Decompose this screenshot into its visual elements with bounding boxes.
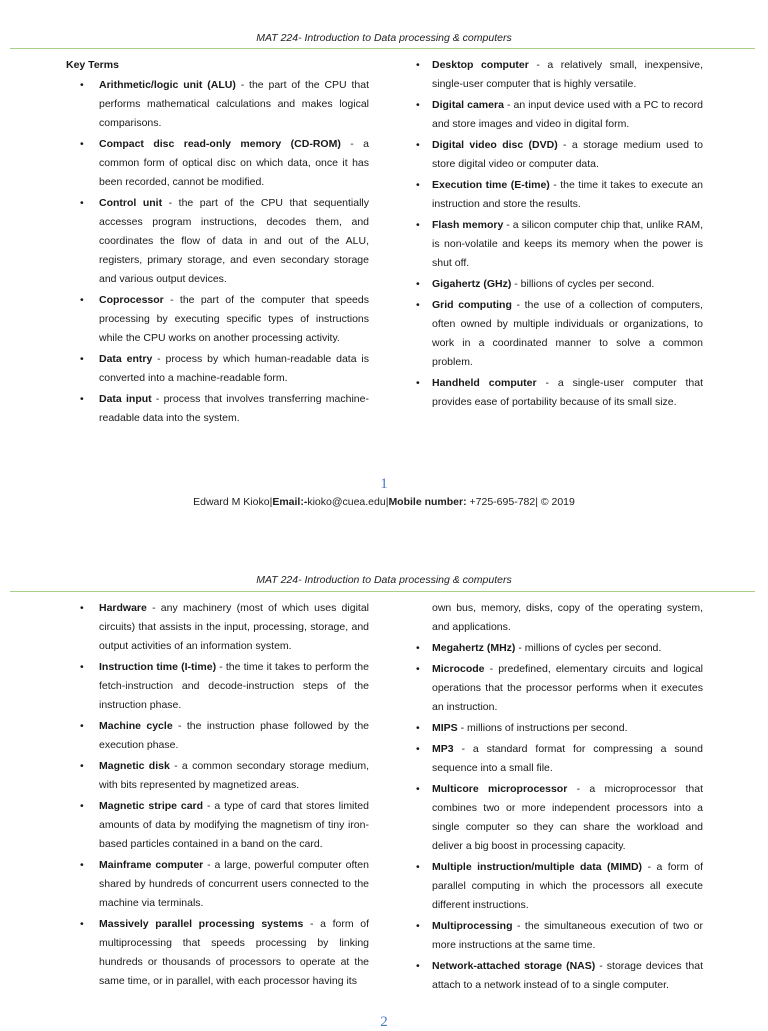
term-name: Magnetic stripe card [99,800,204,812]
page1-right-column [416,56,703,414]
term-item [66,291,369,348]
term-name: Data entry [99,353,153,365]
term-name: Flash memory [432,219,504,231]
term-definition: - the use of a collection of computers, often owned by multiple individuals or organizations, to work in a coordinated manner to solve a common problem. [432,299,703,368]
term-definition: - process that involves transferring machine-readable data into the system. [99,393,369,424]
term-definition: - an input device used with a PC to record and store images and video in digital form. [432,99,703,130]
term-name: Arithmetic/logic unit (ALU) [99,79,236,91]
bullet-icon: • [416,278,420,290]
term-item [66,717,369,755]
term-item [416,660,703,717]
term-name: Compact disc read-only memory (CD-ROM) [99,138,341,150]
term-item [66,915,369,991]
term-item [416,176,703,214]
term-item [66,135,369,192]
term-name: Digital video disc (DVD) [432,139,558,151]
term-name: Handheld computer [432,377,537,389]
footer-email-label: Email:- [272,496,308,508]
bullet-icon: • [80,800,84,812]
term-name: Megahertz (MHz) [432,642,516,654]
term-name: Multicore microprocessor [432,783,568,795]
term-item [416,719,703,738]
bullet-icon: • [80,918,84,930]
term-definition: - millions of cycles per second. [515,642,662,654]
term-definition: - the time it takes to execute an instruction and store the results. [432,179,703,210]
term-item [416,780,703,856]
term-definition: - the part of the computer that speeds processing by executing specific types of instructions while the CPU works on another processing activity. [99,294,369,344]
bullet-icon: • [80,859,84,871]
term-definition: - a large, powerful computer often shared by hundreds of concurrent users connected to the machine via terminals. [99,859,369,909]
term-definition: - storage devices that attach to a network instead of to a single computer. [432,960,703,991]
bullet-icon: • [80,353,84,365]
term-definition: - a common form of optical disc on which data, once it has been recorded, cannot be modified. [99,138,369,188]
page1-left-column [66,56,369,430]
running-header: MAT 224- Introduction to Data processing & computers [256,574,512,586]
term-definition: - billions of cycles per second. [511,278,655,290]
term-item [416,957,703,995]
term-item [416,639,703,658]
term-definition: - the part of the CPU that performs mathematical calculations and makes logical comparisons. [99,79,369,129]
bullet-icon: • [416,219,420,231]
term-name: Mainframe computer [99,859,204,871]
page-number: 2 [380,1014,388,1030]
term-name: Magnetic disk [99,760,170,772]
bullet-icon: • [80,197,84,209]
term-item [416,136,703,174]
term-definition: - the instruction phase followed by the execution phase. [99,720,370,751]
header-rule [10,48,755,49]
term-continuation: own bus, memory, disks, copy of the operating system, and applications. [432,602,703,633]
term-name: Multiple instruction/multiple data (MIMD) [432,861,643,873]
section-title: Key Terms [66,59,119,71]
term-list [66,76,369,428]
term-item [416,56,703,94]
term-item [416,275,703,294]
bullet-icon: • [80,79,84,91]
bullet-icon: • [416,139,420,151]
bullet-icon: • [80,602,84,614]
term-name: Gigahertz (GHz) [432,278,512,290]
term-definition: - a microprocessor that combines two or more independent processors into a single computer so they can share the workload and deliver a big boost in processing capacity. [432,783,703,852]
term-item [66,76,369,133]
term-definition: - any machinery (most of which uses digital circuits) that assists in the input, processing, storage, and output activities of an information system. [99,602,369,652]
term-definition: - a common secondary storage medium, with bits represented by magnetized areas. [99,760,369,791]
footer-mobile-label: Mobile number: [388,496,467,508]
term-item [66,856,369,913]
term-item [66,797,369,854]
bullet-icon: • [416,377,420,389]
term-name: Machine cycle [99,720,173,732]
page-footer [0,496,768,508]
term-name: Network-attached storage (NAS) [432,960,596,972]
term-item [66,599,369,656]
bullet-icon: • [80,760,84,772]
bullet-icon: • [416,179,420,191]
term-item [416,917,703,955]
term-definition: - a type of card that stores limited amounts of data by modifying the magnetism of tiny iron-based particles contained in a band on the card. [99,800,369,850]
term-item [66,194,369,289]
page2-left-column [66,599,369,993]
term-name: Data input [99,393,152,405]
term-list [416,56,703,412]
page-gap [0,540,768,548]
footer-email: kioko@cuea.edu| [307,496,389,508]
term-definition: - a form of multiprocessing that speeds processing by linking hundreds or thousands of processors to operate at the same time, or in parallel, with each processor having its [99,918,369,987]
term-list [416,639,703,995]
bullet-icon: • [416,743,420,755]
term-definition: - a standard format for compressing a sound sequence into a small file. [432,743,703,774]
term-item [416,216,703,273]
term-name: Control unit [99,197,163,209]
term-definition: - a silicon computer chip that, unlike RAM, is non-volatile and keeps its memory when the power is shut off. [432,219,704,269]
page2-right-column [416,599,703,997]
bullet-icon: • [416,299,420,311]
footer-author: Edward M Kioko| [193,496,273,508]
term-definition: - a form of parallel computing in which the processors all execute different instructions. [432,861,703,911]
term-definition: - process by which human-readable data is converted into a machine-readable form. [99,353,369,384]
term-name: MIPS [432,722,458,734]
term-item [416,858,703,915]
term-name: Desktop computer [432,59,529,71]
footer-mobile: +725-695-782| © 2019 [466,496,575,508]
bullet-icon: • [80,720,84,732]
term-list [66,599,369,991]
term-name: Execution time (E-time) [432,179,550,191]
page-2 [0,548,768,1030]
term-name: Digital camera [432,99,504,111]
bullet-icon: • [416,920,420,932]
term-definition: - a single-user computer that provides ease of portability because of its small size. [432,377,704,408]
bullet-icon: • [416,722,420,734]
term-item [66,350,369,388]
bullet-icon: • [416,99,420,111]
running-header: MAT 224- Introduction to Data processing & computers [256,32,512,44]
term-name: Microcode [432,663,485,675]
term-item [416,740,703,778]
bullet-icon: • [416,59,420,71]
bullet-icon: • [80,294,84,306]
bullet-icon: • [416,642,420,654]
term-item [416,96,703,134]
bullet-icon: • [416,663,420,675]
term-item [416,374,703,412]
term-definition: - a relatively small, inexpensive, single-user computer that is highly versatile. [432,59,703,90]
term-definition: - the simultaneous execution of two or more instructions at the same time. [432,920,703,951]
term-name: Instruction time (I-time) [99,661,217,673]
bullet-icon: • [80,138,84,150]
term-definition: - the part of the CPU that sequentially accesses program instructions, decodes them, and coordinates the flow of data in and out of the ALU, registers, primary storage, and even secondary storage and various output devices. [99,197,370,285]
bullet-icon: • [416,960,420,972]
term-definition: - predefined, elementary circuits and logical operations that the processor performs when it executes an instruction. [432,663,703,713]
page-number: 1 [380,476,388,492]
term-definition: - millions of instructions per second. [457,722,628,734]
term-item [66,757,369,795]
bullet-icon: • [80,661,84,673]
term-item [66,658,369,715]
term-item [66,390,369,428]
term-name: Multiprocessing [432,920,513,932]
term-definition: - the time it takes to perform the fetch-instruction and decode-instruction steps of the instruction phase. [99,661,369,711]
term-name: Grid computing [432,299,512,311]
bullet-icon: • [416,783,420,795]
term-definition: - a storage medium used to store digital video or computer data. [432,139,704,170]
bullet-icon: • [80,393,84,405]
term-name: Coprocessor [99,294,164,306]
bullet-icon: • [416,861,420,873]
term-name: Hardware [99,602,147,614]
term-name: MP3 [432,743,454,755]
term-item [416,296,703,372]
term-name: Massively parallel processing systems [99,918,304,930]
header-rule [10,591,755,592]
